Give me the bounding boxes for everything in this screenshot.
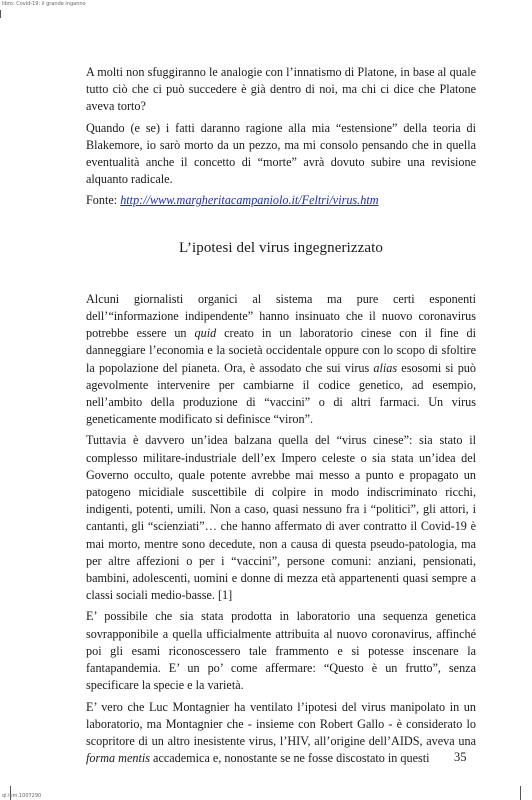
paragraph-blakemore: Quando (e se) i fatti daranno ragione alla mia “estensione” della teoria di Blakemore, io sarò morto da un pezzo, ma mi consolo pensando che in quella eventualità anche il concetto di “morte” avrà dovuto subire una revisione alquanto radicale.: [86, 120, 476, 187]
paragraph-platone: A molti non sfuggiranno le analogie con l’innatismo di Platone, in base al quale tutto ciò che ci può succedere è già dentro di noi, ma chi ci dice che Platone aveva torto?: [86, 65, 476, 114]
italic-term: alias: [373, 360, 398, 375]
crop-mark-bottom-right: [520, 786, 521, 800]
section-title: L’ipotesi del virus ingegnerizzato: [178, 239, 384, 256]
paragraph-text: esosomi si può agevolmente intervenire per cambiarne il codice genetico, ad esempio, nell’ambito della produzione di “vaccini” o di altri farmaci. Un virus geneticamente modificato si definisce “viron”.: [86, 360, 476, 427]
source-link[interactable]: http://www.margheritacampaniolo.it/Feltri/virus.htm: [120, 193, 379, 208]
source-line: [86, 192, 476, 209]
paragraph-chinese-virus: Tuttavia è davvero un’idea balzana quella del “virus cinese”: sia stato il complesso militare-industriale dell’ex Impero celeste o sia stata un’idea del Governo occulto, quale potente avrebbe mai messo a punto e propagato un patogeno micidiale suscettibile di colpire in modo indiscriminato ricchi, indigenti, potenti, umili. Non a caso, quasi nessuno fra i “politici”, gli attori, i cantanti, gli “scienziati”… che hanno affermato di aver contratto il Covid-19 è mai morto, mentre sono decedute, non a causa di questa pseudo-patologia, ma per altre affezioni o per i “vaccini”, persone comuni: anziani, pensionati, bambini, adolescenti, uomini e donne di mezza età appartenenti quasi sempre a classi sociali medio-basse. [1]: [86, 433, 476, 603]
paragraph-montagnier: [86, 699, 476, 768]
paragraph-text: E’ vero che Luc Montagnier ha ventilato l’ipotesi del virus manipolato in un laboratorio, ma Montagnier che - insieme con Robert Gallo - è considerato lo scopritore di un altro inesistente virus, l’HIV, all’origine dell’AIDS, aveva una: [86, 699, 476, 748]
crop-mark-top: [0, 10, 1, 18]
paragraph-text: creato in un laboratorio cinese con il fine di danneggiare l’economia e la società occidentale oppure con lo scopo di sfoltire la popolazione del pianeta. Ora, è assodato che sui virus: [86, 326, 476, 375]
italic-term: forma mentis: [86, 751, 150, 766]
italic-term: quid: [194, 326, 217, 341]
paragraph-sequence: E’ possibile che sia stata prodotta in laboratorio una sequenza genetica sovrapponibile a quella ufficialmente attribuita al nuovo coronavirus, affinché poi gli esami riconoscessero tale frammento e si potesse inscenare la fantapandemia. E’ un po’ come affermare: “Questo è un frutto”, senza specificare la specie e la varietà.: [86, 609, 476, 693]
page-body: [86, 64, 476, 771]
paragraph-text: Alcuni giornalisti organici al sistema ma pure certi esponenti dell’“informazione indipendente” hanno insinuato che il nuovo coronavirus potrebbe essere un: [86, 291, 476, 341]
source-label: Fonte:: [86, 193, 121, 208]
page-number: 35: [454, 750, 467, 764]
paragraph-text: accademica e, nonostante se ne fosse discostato in questi: [149, 751, 430, 766]
running-header: libro: Covid-19: il grande inganno: [2, 1, 86, 7]
footer-code: ql.ivm.1007290: [2, 793, 42, 799]
paragraph-journalists: [86, 291, 476, 429]
